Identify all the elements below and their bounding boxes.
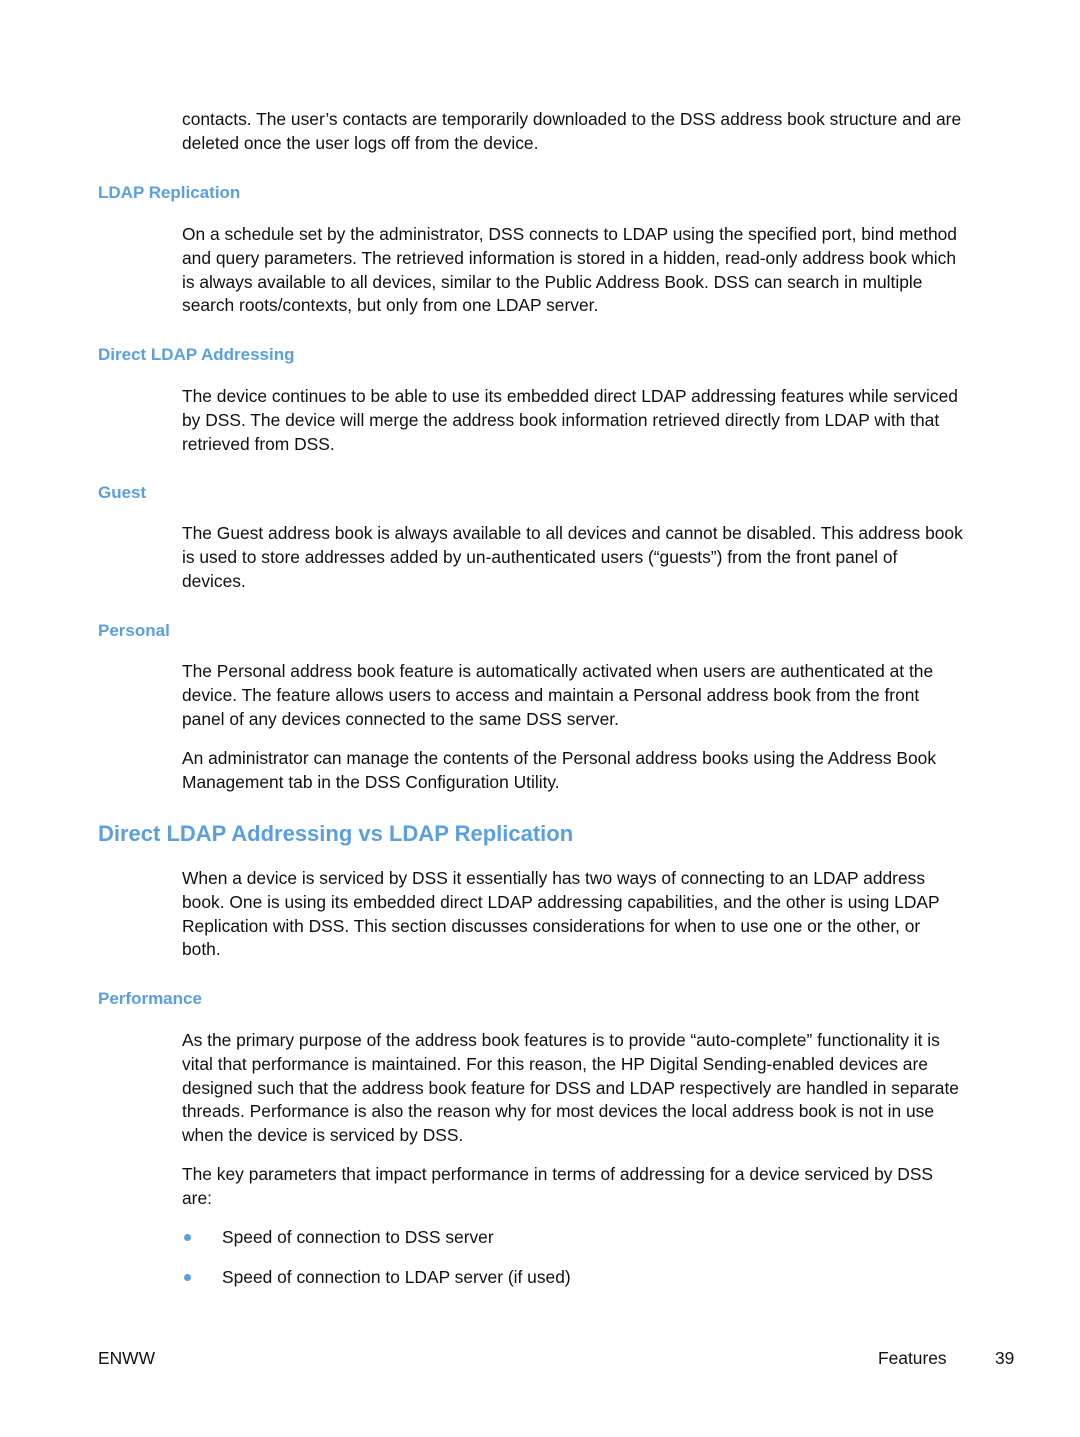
text-line: retrieved from DSS. bbox=[182, 433, 335, 454]
heading-performance: Performance bbox=[98, 989, 202, 1008]
text-line: search roots/contexts, but only from one LDAP server. bbox=[182, 295, 599, 316]
text-line: deleted once the user logs off from the device. bbox=[182, 132, 539, 153]
text-line: device. The feature allows users to access and maintain a Personal address book from the front bbox=[182, 684, 920, 705]
performance-paragraph-2 bbox=[182, 1163, 933, 1211]
text-line: The key parameters that impact performance in terms of addressing for a device serviced by DSS bbox=[182, 1164, 934, 1184]
personal-paragraph bbox=[182, 660, 933, 731]
footer-section: Features bbox=[878, 1348, 947, 1368]
text-line: vital that performance is maintained. For this reason, the HP Digital Sending-enabled devices are bbox=[182, 1053, 928, 1074]
text-line: Management tab in the DSS Configuration Utility. bbox=[182, 771, 560, 792]
text-line: by DSS. The device will merge the address book information retrieved directly from LDAP with that bbox=[182, 409, 940, 430]
text-line: when the device is serviced by DSS. bbox=[182, 1125, 464, 1146]
text-line: The device continues to be able to use its embedded direct LDAP addressing features while serviced bbox=[182, 386, 958, 406]
heading-direct-ldap-addressing: Direct LDAP Addressing bbox=[98, 345, 295, 364]
page-number: 39 bbox=[995, 1348, 1015, 1368]
text-line: threads. Performance is also the reason why for most devices the local address book is not in use bbox=[182, 1101, 935, 1122]
text-line: are: bbox=[182, 1187, 212, 1208]
text-line: and query parameters. The retrieved information is stored in a hidden, read-only address book which bbox=[182, 247, 956, 268]
vs-paragraph bbox=[182, 867, 940, 962]
heading-direct-vs-replication: Direct LDAP Addressing vs LDAP Replication bbox=[98, 821, 574, 846]
text-line: When a device is serviced by DSS it essentially has two ways of connecting to an LDAP address bbox=[182, 868, 926, 888]
heading-guest: Guest bbox=[98, 483, 147, 502]
bullet-icon bbox=[184, 1234, 191, 1241]
footer-left: ENWW bbox=[98, 1348, 155, 1368]
guest-paragraph bbox=[182, 522, 963, 593]
text-line: contacts. The user’s contacts are temporarily downloaded to the DSS address book structure and are bbox=[182, 109, 962, 129]
text-line: An administrator can manage the contents of the Personal address books using the Address Book bbox=[182, 748, 937, 768]
personal-paragraph-2 bbox=[182, 747, 936, 795]
direct-ldap-paragraph bbox=[182, 385, 958, 456]
text-line: The Guest address book is always available to all devices and cannot be disabled. This address book bbox=[182, 523, 963, 543]
text-line: devices. bbox=[182, 570, 246, 591]
text-line: On a schedule set by the administrator, DSS connects to LDAP using the specified port, bind method bbox=[182, 224, 957, 244]
heading-ldap-replication: LDAP Replication bbox=[98, 183, 241, 202]
intro-paragraph bbox=[182, 108, 961, 156]
bullet-text: Speed of connection to DSS server bbox=[222, 1227, 494, 1247]
text-line: is used to store addresses added by un-authenticated users (“guests”) from the front panel of bbox=[182, 546, 898, 567]
text-line: Replication with DSS. This section discusses considerations for when to use one or the other, or bbox=[182, 915, 921, 936]
bullet-icon bbox=[184, 1274, 191, 1281]
text-line: book. One is using its embedded direct LDAP addressing capabilities, and the other is using LDAP bbox=[182, 891, 940, 912]
text-line: is always available to all devices, similar to the Public Address Book. DSS can search in multiple bbox=[182, 271, 923, 292]
text-line: As the primary purpose of the address book features is to provide “auto-complete” functionality it is bbox=[182, 1030, 940, 1050]
text-line: The Personal address book feature is automatically activated when users are authenticated at the bbox=[182, 661, 934, 681]
text-line: both. bbox=[182, 939, 221, 960]
ldap-replication-paragraph bbox=[182, 223, 957, 318]
text-line: panel of any devices connected to the same DSS server. bbox=[182, 708, 619, 729]
performance-paragraph bbox=[182, 1029, 959, 1148]
heading-personal: Personal bbox=[98, 621, 170, 640]
text-line: designed such that the address book feature for DSS and LDAP respectively are handled in separate bbox=[182, 1077, 959, 1098]
bullet-text: Speed of connection to LDAP server (if used) bbox=[222, 1267, 571, 1287]
